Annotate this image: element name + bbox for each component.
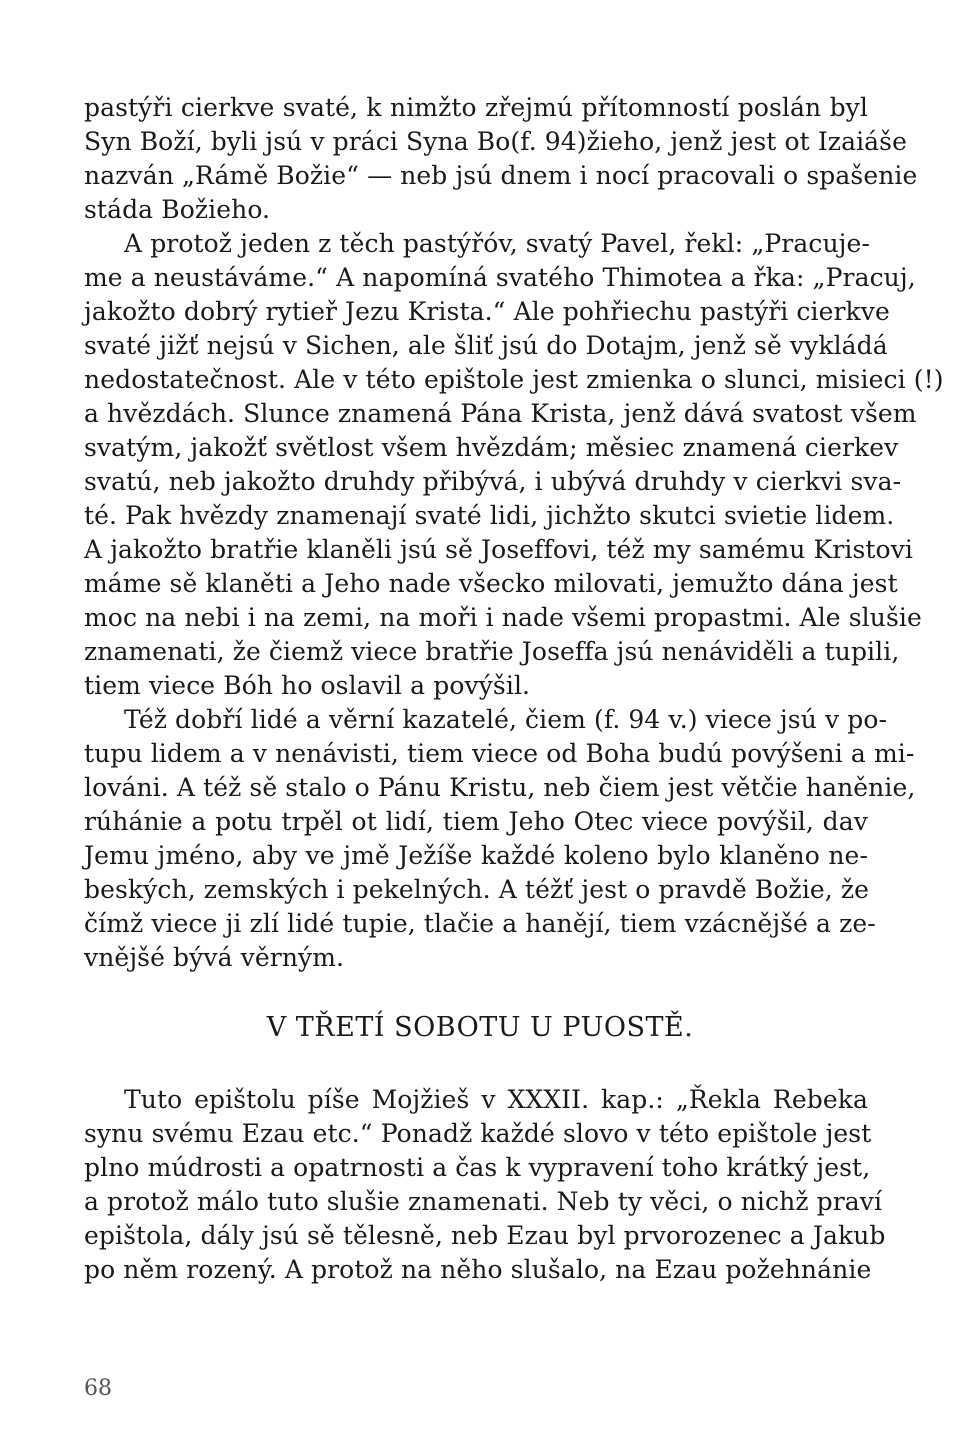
text-line: beských, zemských i pekelných. A téžť jest o pravdě Božie, že [84,875,870,904]
text-line: Též dobří lidé a věrní kazatelé, čiem (f. 94 v.) viece jsú v po- [124,705,888,734]
text-line: po něm rozený. A protož na něho slušalo, na Ezau požehnánie [84,1255,872,1284]
text-line: moc na nebi i na zemi, na moři i nade všemi propastmi. Ale slušie [84,603,922,632]
text-line: lováni. A též sě stalo o Pánu Kristu, neb čiem jest větčie haněnie, [84,773,916,802]
text-line: A protož jeden z těch pastýřóv, svatý Pavel, řekl: „Pracuje- [124,229,870,258]
text-line: svaté jižť nejsú v Sichen, ale šliť jsú do Dotajm, jenž sě vykládá [84,331,888,360]
text-line: nedostatečnost. Ale v této epištole jest zmienka o slunci, misieci (!) [84,365,944,394]
section-heading: V TŘETÍ SOBOTU U PUOSTĚ. [266,1012,694,1043]
text-line: a protož málo tuto slušie znamenati. Neb ty věci, o nichž praví [84,1187,883,1216]
text-line: pastýři cierkve svaté, k nimžto zřejmú přítomností poslán byl [84,93,868,122]
text-line: čímž viece ji zlí lidé tupie, tlačie a hanějí, tiem vzácnějšé a ze- [84,909,876,938]
text-line: máme sě klaněti a Jeho nade všecko milovati, jemužto dána jest [84,569,898,598]
text-line: a hvězdách. Slunce znamená Pána Krista, jenž dává svatost všem [84,399,917,428]
text-line: Syn Boží, byli jsú v práci Syna Bo(f. 94)žieho, jenž jest ot Izaiáše [84,127,908,156]
text-line: me a neustáváme.“ A napomíná svatého Thimotea a řka: „Pracuj, [84,263,916,292]
text-line: tiem viece Bóh ho oslavil a povýšil. [84,671,531,700]
text-line: vnějšé bývá věrným. [84,943,345,972]
text-line: tupu lidem a v nenávisti, tiem viece od Boha budú povýšeni a mi- [84,739,915,768]
text-line: synu svému Ezau etc.“ Ponadž každé slovo v této epištole jest [84,1119,872,1148]
text-line: znamenati, že čiemž viece bratřie Joseffa jsú nenáviděli a tupili, [84,637,900,666]
text-line: svatú, neb jakožto druhdy přibývá, i ubývá druhdy v cierkvi sva- [84,467,902,496]
text-line: rúhánie a potu trpěl ot lidí, tiem Jeho Otec viece povýšil, dav [84,807,868,836]
page-number: 68 [84,1376,112,1401]
text-line: té. Pak hvězdy znamenají svaté lidi, jichžto skutci svietie lidem. [84,501,895,530]
text-line: stáda Božieho. [84,195,271,224]
text-line: jakožto dobrý rytieř Jezu Krista.“ Ale pohřiechu pastýři cierkve [84,297,890,326]
text-line: epištola, dály jsú sě tělesně, neb Ezau byl prvorozenec a Jakub [84,1221,886,1250]
text-line: Jemu jméno, aby ve jmě Ježíše každé koleno bylo klaněno ne- [84,841,868,870]
text-line: A jakožto bratřie klaněli jsú sě Joseffovi, též my samému Kristovi [84,535,914,564]
text-line: nazván „Rámě Božie“ — neb jsú dnem i nocí pracovali o spašenie [84,161,918,190]
text-line: Tuto epištolu píše Mojžieš v XXXII. kap.: „Řekla Rebeka [124,1085,868,1114]
text-line: svatým, jakožť světlost všem hvězdám; měsiec znamená cierkev [84,433,899,462]
text-line: plno múdrosti a opatrnosti a čas k vypravení toho krátký jest, [84,1153,871,1182]
